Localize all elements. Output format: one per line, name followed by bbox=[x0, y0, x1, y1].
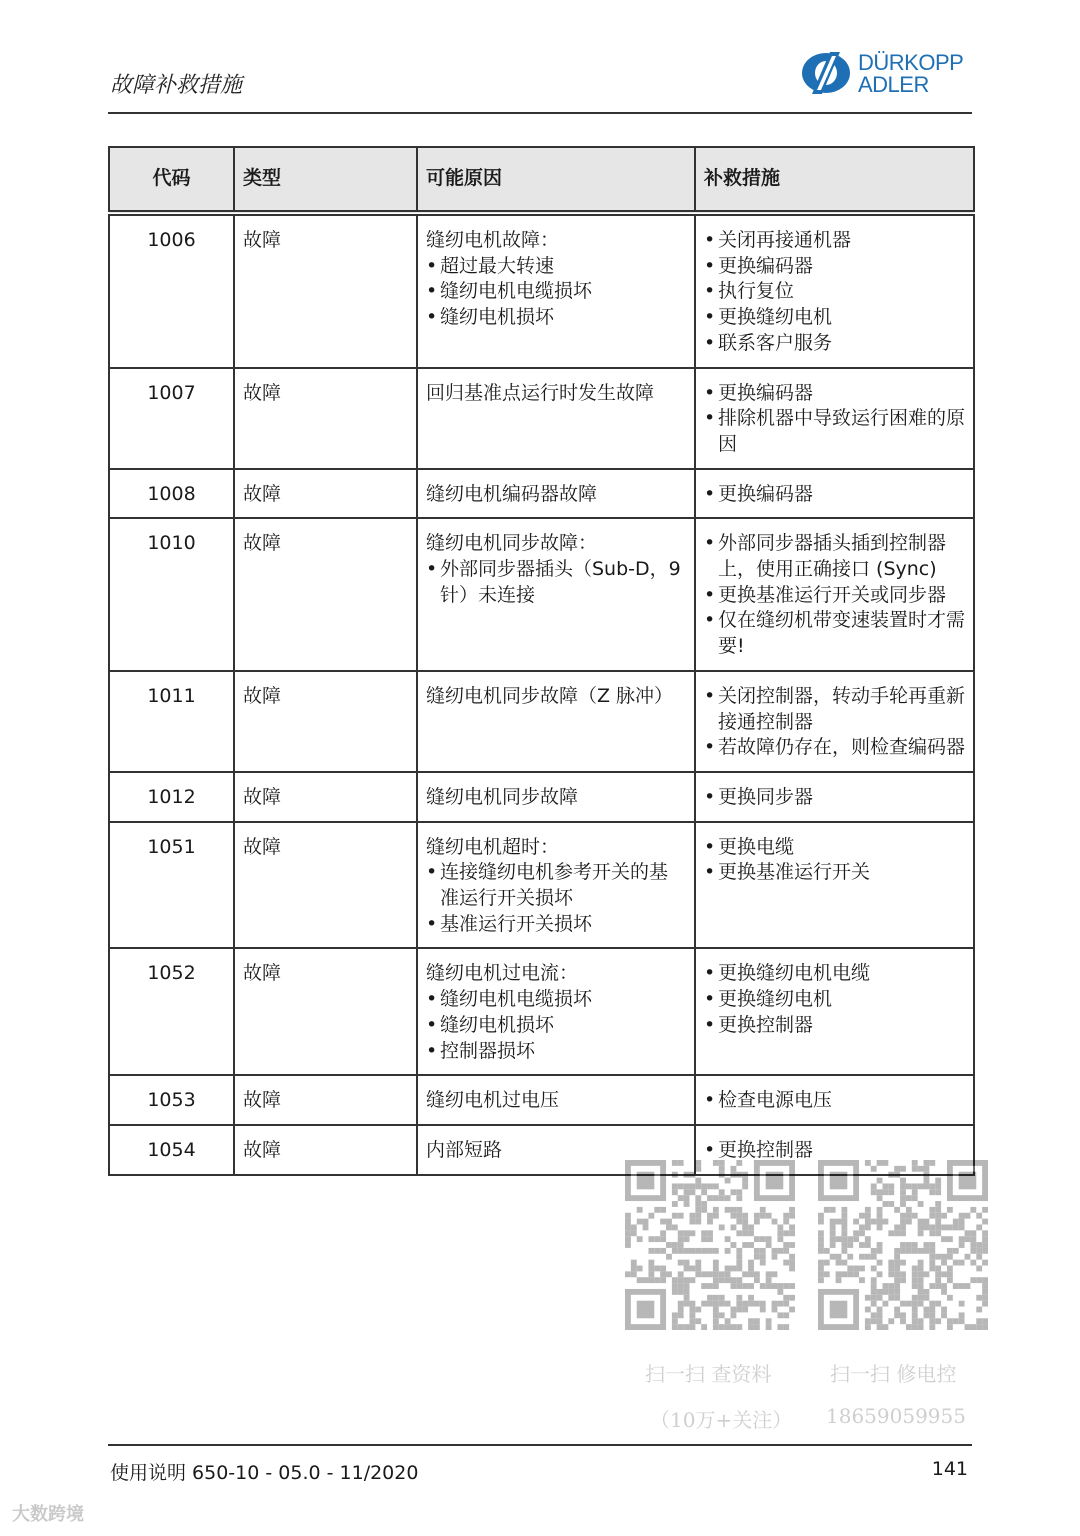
cell-type: 故障 bbox=[234, 213, 417, 368]
cell-cause bbox=[417, 469, 695, 519]
cell-code: 1011 bbox=[109, 671, 234, 772]
remedy-item: • 排除机器中导致运行困难的原因 bbox=[704, 406, 965, 457]
header-cause: 可能原因 bbox=[417, 147, 695, 213]
remedy-item: • 更换控制器 bbox=[704, 1013, 965, 1039]
remedy-list bbox=[704, 785, 965, 811]
header-divider bbox=[108, 112, 972, 114]
remedy-item: • 仅在缝纫机带变速装置时才需要! bbox=[704, 608, 965, 659]
cell-code: 1008 bbox=[109, 469, 234, 519]
table-row bbox=[109, 948, 974, 1075]
cause-title: 缝纫电机编码器故障 bbox=[426, 482, 598, 505]
remedy-item: • 更换缝纫电机电缆 bbox=[704, 961, 965, 987]
remedy-item: • 检查电源电压 bbox=[704, 1088, 965, 1114]
cell-cause bbox=[417, 822, 695, 949]
watermark-left-line2: （10万+关注） bbox=[650, 1408, 793, 1432]
remedy-item: • 更换编码器 bbox=[704, 381, 965, 407]
table-row bbox=[109, 772, 974, 822]
remedy-item: • 若故障仍存在，则检查编码器 bbox=[704, 735, 965, 761]
cause-item: • 缝纫电机损坏 bbox=[426, 305, 686, 331]
remedy-item: • 外部同步器插头插到控制器上，使用正确接口 (Sync) bbox=[704, 531, 965, 582]
table-row bbox=[109, 671, 974, 772]
cause-item: • 连接缝纫电机参考开关的基准运行开关损坏 bbox=[426, 860, 686, 911]
watermark-left-line1: 扫一扫 查资料 bbox=[645, 1362, 772, 1386]
logo-mark-icon bbox=[800, 50, 856, 96]
cell-remedy bbox=[695, 518, 974, 671]
remedy-item: • 更换同步器 bbox=[704, 785, 965, 811]
remedy-item: • 更换电缆 bbox=[704, 835, 965, 861]
remedy-item: • 更换编码器 bbox=[704, 482, 965, 508]
remedy-list bbox=[704, 1088, 965, 1114]
cause-item: • 缝纫电机电缆损坏 bbox=[426, 987, 686, 1013]
remedy-item: • 更换控制器 bbox=[704, 1138, 965, 1164]
cause-item: • 控制器损坏 bbox=[426, 1039, 686, 1065]
cell-cause bbox=[417, 213, 695, 368]
cell-type: 故障 bbox=[234, 368, 417, 469]
watermark-right-line2: 18659059955 bbox=[826, 1404, 966, 1428]
remedy-list bbox=[704, 531, 965, 660]
cause-item: • 外部同步器插头（Sub-D，9 针）未连接 bbox=[426, 557, 686, 608]
remedy-item: • 更换基准运行开关或同步器 bbox=[704, 583, 965, 609]
table-row bbox=[109, 213, 974, 368]
cause-item: • 超过最大转速 bbox=[426, 254, 686, 280]
cell-type: 故障 bbox=[234, 518, 417, 671]
page-header-title: 故障补救措施 bbox=[110, 73, 243, 98]
cause-title: 缝纫电机故障： bbox=[426, 229, 560, 251]
cell-cause bbox=[417, 772, 695, 822]
cause-title: 缝纫电机同步故障 bbox=[426, 785, 579, 808]
cause-list bbox=[426, 860, 686, 937]
remedy-item: • 关闭控制器，转动手轮再重新接通控制器 bbox=[704, 684, 965, 735]
cell-code: 1054 bbox=[109, 1125, 234, 1175]
cause-title: 缝纫电机同步故障： bbox=[426, 532, 598, 555]
cause-title: 缝纫电机过电压 bbox=[426, 1089, 560, 1112]
cell-cause bbox=[417, 518, 695, 671]
remedy-list bbox=[704, 835, 965, 886]
cell-remedy bbox=[695, 368, 974, 469]
qr-code-left-icon bbox=[625, 1160, 795, 1330]
header-remedy: 补救措施 bbox=[695, 147, 974, 213]
footer-doc-info: 使用说明 650-10 - 05.0 - 11/2020 bbox=[110, 1462, 419, 1484]
cause-title: 缝纫电机同步故障（Z 脉冲） bbox=[426, 684, 674, 707]
cell-remedy bbox=[695, 1075, 974, 1125]
header-type: 类型 bbox=[234, 147, 417, 213]
cause-item: • 缝纫电机损坏 bbox=[426, 1013, 686, 1039]
cell-remedy bbox=[695, 822, 974, 949]
cell-type: 故障 bbox=[234, 469, 417, 519]
watermark-right-line1: 扫一扫 修电控 bbox=[830, 1362, 957, 1386]
header-code: 代码 bbox=[109, 147, 234, 213]
remedy-item: • 更换缝纫电机 bbox=[704, 987, 965, 1013]
remedy-list bbox=[704, 228, 965, 357]
remedy-item: • 更换缝纫电机 bbox=[704, 305, 965, 331]
table-row bbox=[109, 822, 974, 949]
cell-cause bbox=[417, 1075, 695, 1125]
cause-title: 缝纫电机超时： bbox=[426, 835, 560, 858]
cause-title: 回归基准点运行时发生故障 bbox=[426, 381, 655, 404]
remedy-item: • 执行复位 bbox=[704, 279, 965, 305]
cause-title: 内部短路 bbox=[426, 1138, 503, 1161]
cause-item: • 基准运行开关损坏 bbox=[426, 912, 686, 938]
cell-code: 1006 bbox=[109, 213, 234, 368]
table-header-row bbox=[109, 147, 974, 213]
remedy-list bbox=[704, 482, 965, 508]
cause-list bbox=[426, 254, 686, 331]
table-row bbox=[109, 469, 974, 519]
footer-divider bbox=[108, 1444, 972, 1446]
logo-text-line1: DÜRKOPP bbox=[858, 50, 964, 75]
brand-watermark: 大数跨境 bbox=[12, 1504, 84, 1525]
cell-code: 1010 bbox=[109, 518, 234, 671]
cell-type: 故障 bbox=[234, 671, 417, 772]
cell-remedy bbox=[695, 772, 974, 822]
cell-type: 故障 bbox=[234, 772, 417, 822]
table-row bbox=[109, 1075, 974, 1125]
cause-item: • 缝纫电机电缆损坏 bbox=[426, 279, 686, 305]
cell-code: 1052 bbox=[109, 948, 234, 1075]
remedy-item: • 关闭再接通机器 bbox=[704, 228, 965, 254]
remedy-item: • 联系客户服务 bbox=[704, 331, 965, 357]
remedy-list bbox=[704, 684, 965, 761]
cell-type: 故障 bbox=[234, 948, 417, 1075]
remedy-list bbox=[704, 381, 965, 458]
footer-page-number: 141 bbox=[931, 1458, 968, 1480]
cell-code: 1012 bbox=[109, 772, 234, 822]
cause-title: 缝纫电机过电流： bbox=[426, 962, 579, 985]
cell-code: 1007 bbox=[109, 368, 234, 469]
cell-type: 故障 bbox=[234, 822, 417, 949]
cell-type: 故障 bbox=[234, 1125, 417, 1175]
table-body bbox=[109, 213, 974, 1175]
cause-list bbox=[426, 557, 686, 608]
cell-remedy bbox=[695, 469, 974, 519]
remedy-item: • 更换基准运行开关 bbox=[704, 860, 965, 886]
cell-code: 1051 bbox=[109, 822, 234, 949]
cell-remedy bbox=[695, 948, 974, 1075]
cell-cause bbox=[417, 948, 695, 1075]
remedy-list bbox=[704, 961, 965, 1038]
qr-code-right-icon bbox=[818, 1160, 988, 1330]
fault-table bbox=[108, 146, 975, 1176]
cell-remedy bbox=[695, 671, 974, 772]
remedy-item: • 更换编码器 bbox=[704, 254, 965, 280]
cell-cause bbox=[417, 368, 695, 469]
cell-code: 1053 bbox=[109, 1075, 234, 1125]
durkopp-adler-logo bbox=[800, 50, 980, 100]
logo-text-line2: ADLER bbox=[858, 72, 929, 97]
cell-remedy bbox=[695, 213, 974, 368]
cell-cause bbox=[417, 671, 695, 772]
cell-type: 故障 bbox=[234, 1075, 417, 1125]
cause-list bbox=[426, 987, 686, 1064]
table-row bbox=[109, 518, 974, 671]
table-row bbox=[109, 368, 974, 469]
